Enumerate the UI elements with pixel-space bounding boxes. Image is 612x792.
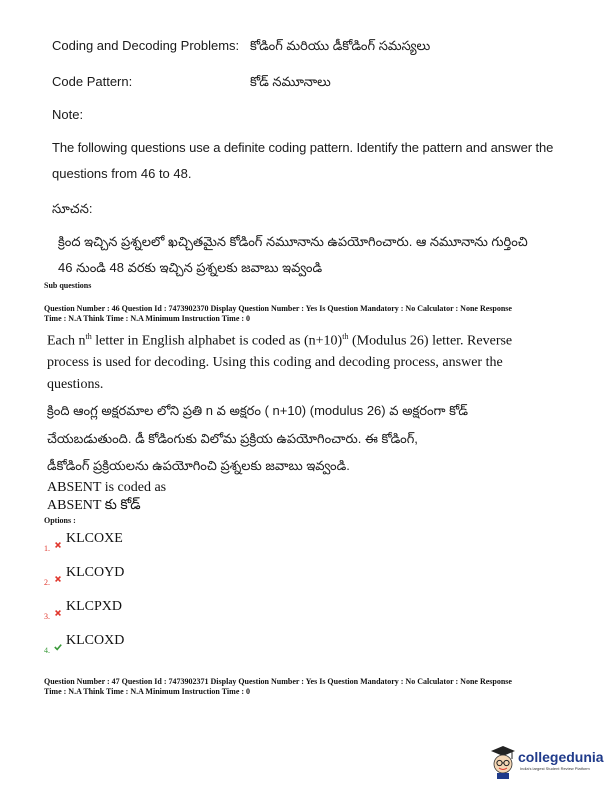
- option-1-text: KLCOXE: [66, 531, 123, 546]
- options-label: Options :: [44, 516, 76, 525]
- q46-statement-en: ABSENT is coded as: [47, 480, 167, 495]
- option-4-number: 4.: [44, 646, 50, 655]
- sub-questions-label: Sub questions: [44, 281, 92, 290]
- option-3-number: 3.: [44, 612, 50, 621]
- brand-name: collegedunia: [518, 749, 604, 765]
- telugu-note-line-2: 46 నుండి 48 వరకు ఇచ్చిన ప్రశ్నలకు జవాబు ఇవ్వండి: [58, 260, 323, 275]
- pattern-label: Code Pattern:: [52, 74, 133, 89]
- brand-tagline: India's largest Student Review Platform: [520, 766, 590, 771]
- note-line-1: The following questions use a definite coding pattern. Identify the pattern and answer the: [52, 140, 554, 155]
- note-label: Note:: [52, 107, 84, 122]
- note-line-2: questions from 46 to 48.: [52, 166, 192, 181]
- q46-meta-line-2: Time : N.A Think Time : N.A Minimum Instruction Time : 0: [44, 314, 251, 323]
- q46-meta-line-1: Question Number : 46 Question Id : 7473902370 Display Question Number : Yes Is Question Mandatory : No Calculator : None Response: [44, 304, 512, 313]
- option-1[interactable]: [44, 529, 123, 553]
- option-3-text: KLCPXD: [66, 599, 123, 614]
- suchana-label: సూచన:: [52, 201, 93, 216]
- student-mascot-icon: [490, 745, 516, 779]
- topic-value-telugu: కోడింగ్ మరియు డీకోడింగ్ సమస్యలు: [250, 38, 431, 53]
- q47-meta-line-1: Question Number : 47 Question Id : 7473902371 Display Question Number : Yes Is Question Mandatory : No Calculator : None Response: [44, 677, 512, 686]
- option-2-text: KLCOYD: [66, 565, 125, 580]
- q46-text-line-1: Each $n^{th}$ letter in English alphabet is coded as $(n+10)^{th}$ (Modulus 26) letter. Reverse: [47, 332, 513, 349]
- cross-icon: [54, 575, 62, 583]
- check-icon: [54, 643, 62, 651]
- option-3[interactable]: [44, 597, 123, 621]
- q46-telugu-line-3: డీకోడింగ్ ప్రక్రియలను ఉపయోగించి ప్రశ్నలకు జవాబు ఇవ్వండి.: [47, 458, 350, 473]
- option-2-number: 2.: [44, 578, 50, 587]
- option-2[interactable]: [44, 563, 125, 587]
- telugu-note-line-1: క్రింద ఇచ్చిన ప్రశ్నలలో ఖచ్చితమైన కోడింగ్ నమూనాను ఉపయోగించారు. ఆ నమూనాను గుర్తించి: [58, 234, 528, 249]
- q46-text-line-3: questions.: [47, 377, 104, 392]
- q46-statement-te: ABSENT కు కోడ్: [47, 498, 141, 513]
- cross-icon: [54, 541, 62, 549]
- cross-icon: [54, 609, 62, 617]
- q46-telugu-line-1: క్రింది ఆంగ్ల అక్షరమాల లోని ప్రతి n వ అక్షరం ( n+10) (modulus 26) వ అక్షరంగా కోడ్: [47, 403, 468, 418]
- option-4[interactable]: [44, 631, 125, 655]
- option-4-text: KLCOXD: [66, 633, 125, 648]
- q46-telugu-line-2: చేయబడుతుంది. డీ కోడింగుకు విలోమ ప్రక్రియ ఉపయోగించారు. ఈ కోడింగ్,: [47, 431, 418, 446]
- q46-text-line-2: process is used for decoding. Using this coding and decoding process, answer the: [47, 355, 503, 370]
- q47-meta-line-2: Time : N.A Think Time : N.A Minimum Instruction Time : 0: [44, 687, 251, 696]
- topic-label: Coding and Decoding Problems:: [52, 38, 240, 53]
- pattern-value-telugu: కోడ్ నమూనాలు: [250, 74, 331, 89]
- option-1-number: 1.: [44, 544, 50, 553]
